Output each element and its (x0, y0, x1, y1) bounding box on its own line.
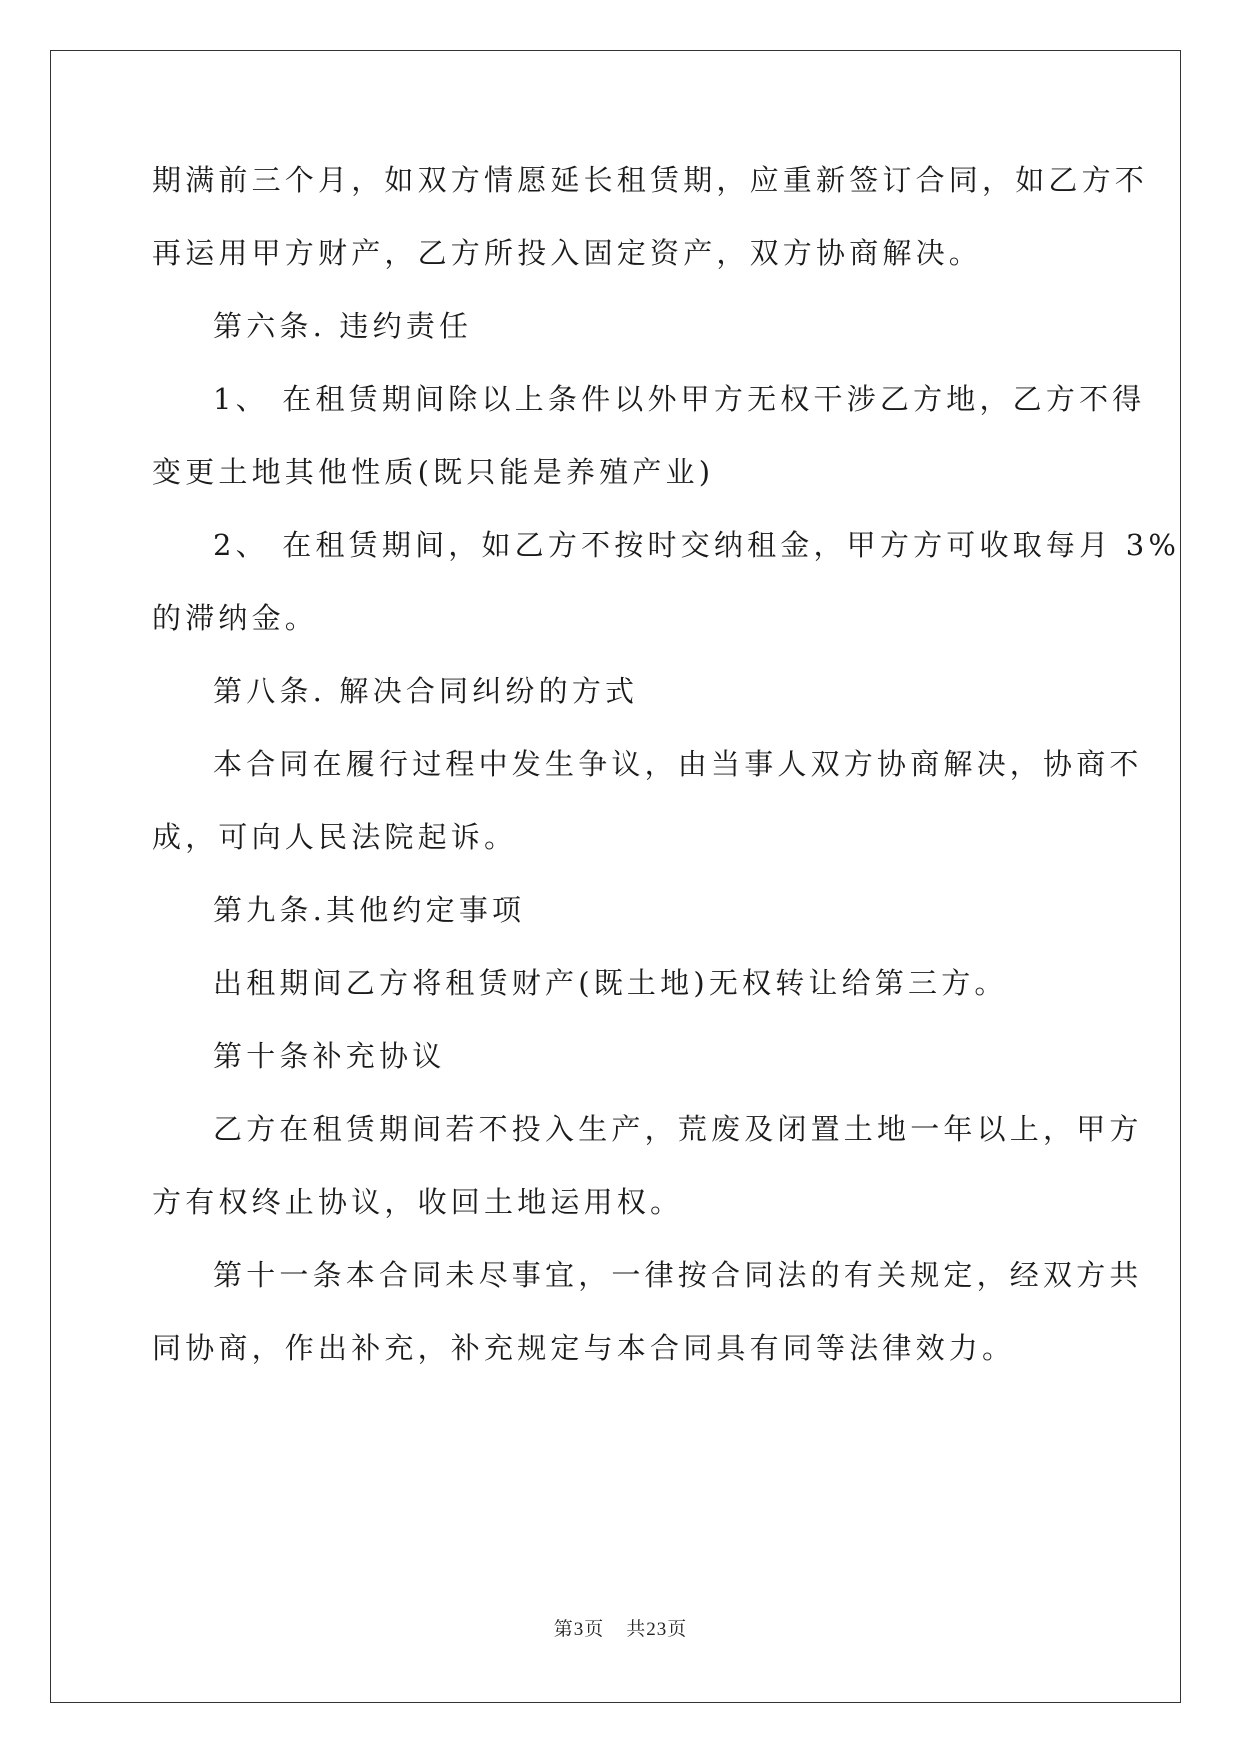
page-prefix: 第 (553, 1619, 574, 1640)
paragraph-line: 再运用甲方财产，乙方所投入固定资产，双方协商解决。 (152, 236, 983, 270)
total-pages: 23 (646, 1619, 668, 1640)
page-suffix: 页 (584, 1619, 605, 1640)
page-border (50, 50, 1181, 1703)
paragraph-line: 的滞纳金。 (152, 601, 319, 635)
paragraph-line: 同协商，作出补充，补充规定与本合同具有同等法律效力。 (152, 1331, 1016, 1365)
paragraph-line: 方有权终止协议，收回土地运用权。 (152, 1185, 684, 1219)
paragraph-line: 乙方在租赁期间若不投入生产，荒废及闭置土地一年以上，甲方 (213, 1112, 1143, 1146)
paragraph-line: 成，可向人民法院起诉。 (152, 820, 518, 854)
paragraph-line: 第十一条本合同未尽事宜，一律按合同法的有关规定，经双方共 (213, 1258, 1143, 1292)
paragraph-line: 变更土地其他性质(既只能是养殖产业) (152, 455, 715, 489)
total-suffix: 页 (667, 1619, 688, 1640)
section-heading: 第十条补充协议 (213, 1039, 446, 1073)
section-heading: 第六条. 违约责任 (213, 309, 473, 343)
paragraph-line: 2、 在租赁期间，如乙方不按时交纳租金，甲方方可收取每月 3% (213, 528, 1181, 562)
paragraph-line: 出租期间乙方将租赁财产(既土地)无权转让给第三方。 (213, 966, 1008, 1000)
page-number: 3 (573, 1619, 585, 1640)
section-heading: 第八条. 解决合同纠纷的方式 (213, 674, 639, 708)
page-footer (0, 1614, 1241, 1641)
paragraph-line: 本合同在履行过程中发生争议，由当事人双方协商解决，协商不 (213, 747, 1143, 781)
section-heading: 第九条.其他约定事项 (213, 893, 526, 927)
total-prefix: 共 (626, 1619, 647, 1640)
paragraph-line: 期满前三个月，如双方情愿延长租赁期，应重新签订合同，如乙方不 (152, 163, 1149, 197)
paragraph-line: 1、 在租赁期间除以上条件以外甲方无权干涉乙方地，乙方不得 (213, 382, 1146, 416)
